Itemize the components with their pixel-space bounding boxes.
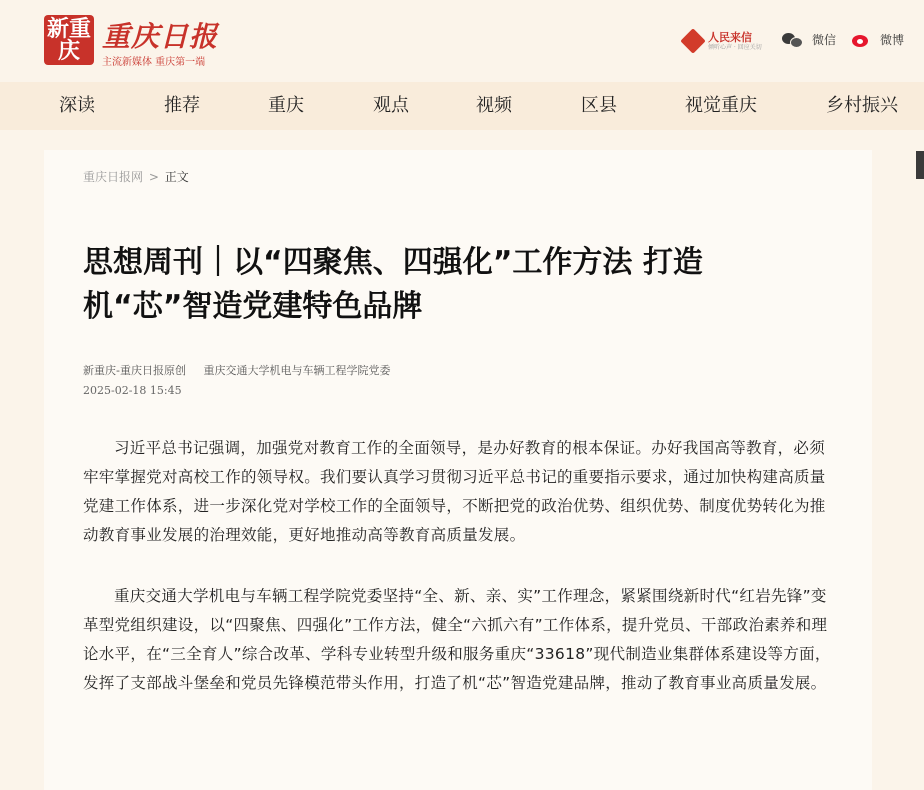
breadcrumb-separator: > xyxy=(148,170,159,184)
weibo-link[interactable] xyxy=(852,31,904,48)
breadcrumb xyxy=(83,169,189,185)
site-name[interactable]: 重庆日报 xyxy=(102,20,219,53)
side-float-tab[interactable] xyxy=(916,151,924,179)
article-title: 思想周刊｜以“四聚焦、四强化”工作方法 打造机“芯”智造党建特色品牌 xyxy=(83,245,703,324)
wechat-label: 微信 xyxy=(812,33,837,47)
nav-item-recommend[interactable]: 推荐 xyxy=(164,95,200,116)
article-meta xyxy=(83,364,390,378)
people-letter-link[interactable] xyxy=(684,28,762,54)
weibo-label: 微博 xyxy=(880,33,905,47)
wechat-link[interactable] xyxy=(782,31,836,48)
nav-item-districts[interactable]: 区县 xyxy=(581,95,617,116)
nav-item-opinion[interactable]: 观点 xyxy=(373,95,409,116)
nav-item-deep-read[interactable]: 深读 xyxy=(59,95,95,116)
article-paragraph: 重庆交通大学机电与车辆工程学院党委坚持“全、新、亲、实”工作理念，紧紧围绕新时代“红岩先锋”变革型党组织建设，以“四聚焦、四强化”工作方法，健全“六抓六有”工作体系，提升党员、干部政治素养和理论水平，在“三全育人”综合改革、学科专业转型升级和服务重庆“33618”现代制造业集群体系建设等方面，发挥了支部战斗堡垒和党员先锋模范带头作用，打造了机“芯”智造党建品牌，推动了教育事业高质量发展。 xyxy=(83,587,831,692)
main-nav xyxy=(0,82,924,130)
site-logo[interactable]: 新重庆 xyxy=(44,15,94,65)
article-date: 2025-02-18 15:45 xyxy=(83,384,182,397)
site-slogan: 主流新媒体 重庆第一端 xyxy=(102,57,206,68)
article-source: 新重庆-重庆日报原创 xyxy=(83,364,186,377)
weibo-icon xyxy=(852,32,872,48)
wechat-icon xyxy=(782,32,802,48)
article-paragraph: 习近平总书记强调，加强党对教育工作的全面领导，是办好教育的根本保证。办好我国高等教育，必须牢牢掌握党对高校工作的领导权。我们要认真学习贯彻习近平总书记的重要指示要求，通过加快构建高质量党建工作体系，进一步深化党对学校工作的全面领导，不断把党的政治优势、组织优势、制度优势转化为推动教育事业发展的治理效能，更好地推动高等教育高质量发展。 xyxy=(83,439,826,544)
site-header xyxy=(0,0,924,82)
nav-item-video[interactable]: 视频 xyxy=(476,95,512,116)
people-letter-sub: 倾听心声 · 回应关切 xyxy=(708,43,762,51)
breadcrumb-current: 正文 xyxy=(164,170,189,184)
people-letter-icon xyxy=(680,28,705,53)
nav-item-visual-chongqing[interactable]: 视觉重庆 xyxy=(685,95,757,116)
nav-item-chongqing[interactable]: 重庆 xyxy=(268,95,304,116)
article-author: 重庆交通大学机电与车辆工程学院党委 xyxy=(203,364,391,377)
breadcrumb-home[interactable]: 重庆日报网 xyxy=(83,170,144,184)
nav-item-rural-revitalization[interactable]: 乡村振兴 xyxy=(826,95,898,116)
people-letter-label: 人民来信 xyxy=(708,30,752,44)
